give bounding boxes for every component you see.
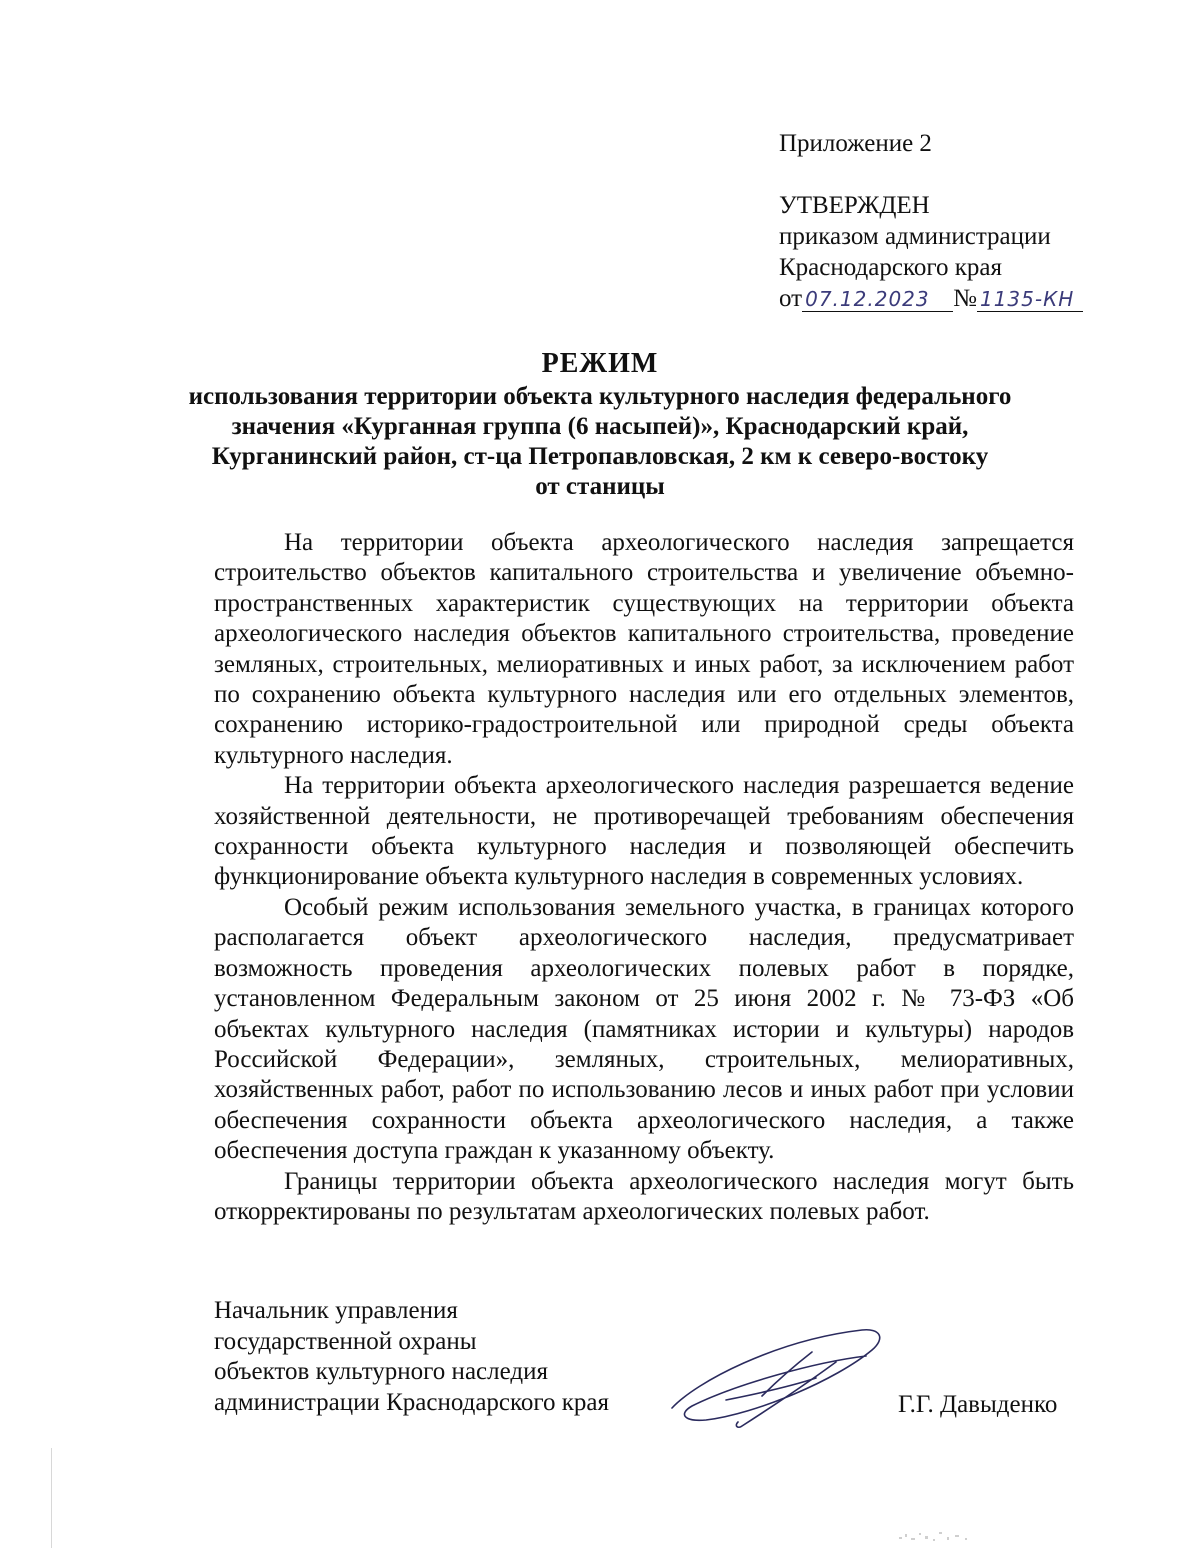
from-prefix: от [779,285,803,312]
handwritten-date: 07.12.2023 [802,287,953,312]
signer-position-line-1: Начальник управления [214,1297,458,1324]
approved-label: УТВЕРЖДЕН [779,192,930,219]
scan-artifact-line [51,1448,52,1548]
approval-authority-line2: Краснодарского края [779,254,1002,281]
title-main: РЕЖИМ [541,348,659,379]
approval-authority-line1: приказом администрации [779,223,1051,250]
title-sub-line-3: Курганинский район, ст-ца Петропавловская, 2 км к северо-востоку [211,443,989,470]
paragraph-prohibitions: На территории объекта археологического наследия запрещается строительство объектов капитального строительства и увеличение объемно-пространственных характеристик существующих на территории объекта археологического наследия объектов капитального строительства, проведение земляных, строительных, мелиоративных и иных работ, за исключением работ по сохранению объекта культурного наследия или его отдельных элементов, сохранению историко-градостроительной или природной среды объекта культурного наследия. [214,529,1074,769]
handwritten-signature [666,1322,888,1432]
paragraph-boundaries: Границы территории объекта археологического наследия могут быть откорректированы по результатам археологических полевых работ. [214,1167,1074,1225]
title-sub-line-2: значения «Курганная группа (6 насыпей)», Краснодарский край, [231,413,969,440]
number-prefix: № [953,285,977,312]
signer-position-line-2: государственной охраны [214,1327,477,1355]
appendix-label: Приложение 2 [779,130,932,157]
signer-name: Г.Г. Давыденко [898,1391,1058,1418]
title-sub-line-1: использования территории объекта культурного наследия федерального [188,383,1012,410]
document-title [150,346,1050,502]
spacer [779,159,1139,190]
approval-block [779,128,1139,314]
handwritten-order-number: 1135-КН [977,287,1083,312]
signer-position-line-3: объектов культурного наследия [214,1358,548,1386]
scan-artifact-speckle [895,1527,975,1547]
document-body [214,528,1074,1227]
title-sub-line-4: от станицы [535,473,665,500]
signer-position-line-4: администрации Краснодарского края [214,1388,610,1416]
paragraph-permitted-activity: На территории объекта археологического наследия разрешается ведение хозяйственной деятельности, не противоречащей требованиям обеспечения сохранности объекта культурного наследия и позволяющей обеспечить функционирование объекта культурного наследия в современных условиях. [214,772,1074,891]
signer-position [214,1296,609,1418]
approval-date-number-line [779,283,1139,314]
paragraph-special-regime: Особый режим использования земельного участка, в границах которого располагается объект археологического наследия, предусматривает возможность проведения археологических полевых работ в порядке, установленном Федеральным законом от 25 июня 2002 г. № 73-ФЗ «Об объектах культурного наследия (памятниках истории и культуры) народов Российской Федерации», земляных, строительных, мелиоративных, хозяйственных работ, работ по использованию лесов и иных работ при условии обеспечения сохранности объекта археологического наследия, а также обеспечения доступа граждан к указанному объекту. [214,893,1074,1165]
